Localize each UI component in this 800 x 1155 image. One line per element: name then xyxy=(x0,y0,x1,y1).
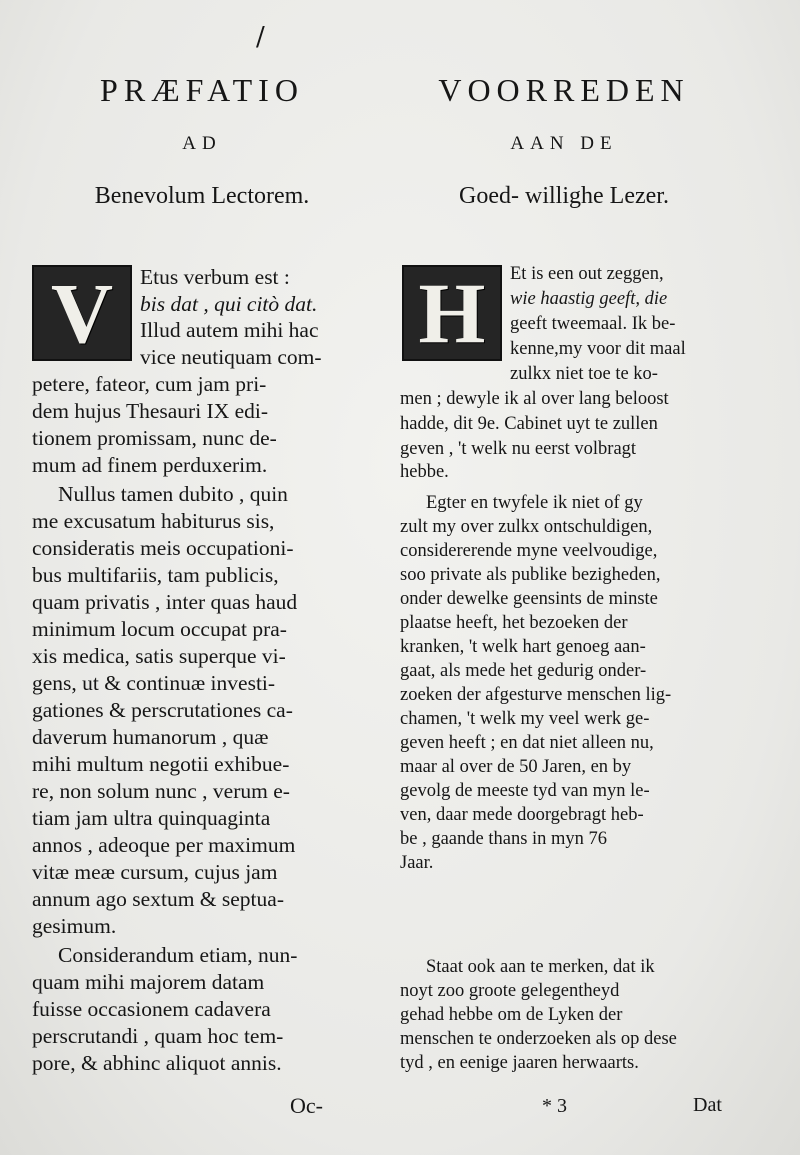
latin-line: xis medica, satis superque vi- xyxy=(32,644,286,668)
dutch-catchword: Dat xyxy=(693,1094,722,1116)
latin-catchword: Oc- xyxy=(290,1093,323,1118)
initial-letter: V xyxy=(50,265,114,361)
dutch-line: ven, daar mede doorgebragt heb- xyxy=(400,805,644,825)
dutch-line: geeft tweemaal. Ik be- xyxy=(510,314,676,334)
dutch-line: menschen te onderzoeken als op dese xyxy=(400,1029,677,1049)
latin-line: mihi multum negotii exhibue- xyxy=(32,752,290,776)
dutch-line: chamen, 't welk my veel werk ge- xyxy=(400,709,650,729)
dutch-line: tyd , en eenige jaaren herwaarts. xyxy=(400,1053,639,1073)
latin-line: tiam jam ultra quinquaginta xyxy=(32,806,271,830)
latin-line: quam privatis , inter quas haud xyxy=(32,590,298,614)
dutch-line: hadde, dit 9e. Cabinet uyt te zullen xyxy=(400,414,658,434)
latin-line: annos , adeoque per maximum xyxy=(32,833,296,857)
dutch-line: Staat ook aan te merken, dat ik xyxy=(426,957,655,977)
latin-line: gesimum. xyxy=(32,914,117,938)
dutch-line: zult my over zulkx ontschuldigen, xyxy=(400,517,653,537)
dutch-line: onder dewelke geensints de minste xyxy=(400,589,658,609)
latin-line: vice neutiquam com- xyxy=(140,345,322,369)
latin-line: gens, ut & continuæ investi- xyxy=(32,671,276,695)
latin-title: PRÆFATIO xyxy=(100,72,304,108)
latin-line: gationes & perscrutationes ca- xyxy=(32,698,293,722)
latin-line: bis dat , qui citò dat. xyxy=(140,292,318,316)
dutch-line: wie haastig geeft, die xyxy=(510,289,668,309)
dutch-line: men ; dewyle ik al over lang beloost xyxy=(400,389,669,409)
latin-line: Nullus tamen dubito , quin xyxy=(58,482,288,506)
latin-subtitle: Benevolum Lectorem. xyxy=(94,183,310,209)
latin-line: vitæ meæ cursum, cujus jam xyxy=(32,860,278,884)
dutch-line: be , gaande thans in myn 76 xyxy=(400,829,608,849)
dutch-line: geven , 't welk nu eerst volbragt xyxy=(400,439,637,459)
dutch-line: zoeken der afgesturve menschen lig- xyxy=(400,685,672,705)
latin-line: annum ago sextum & septua- xyxy=(32,887,284,911)
dutch-subtitle: Goed- willighe Lezer. xyxy=(459,183,669,209)
dutch-line: Jaar. xyxy=(400,853,434,873)
dutch-line: kranken, 't welk hart genoeg aan- xyxy=(400,637,646,657)
latin-line: quam mihi majorem datam xyxy=(32,970,265,994)
latin-line: re, non solum nunc , verum e- xyxy=(32,779,290,803)
latin-line: perscrutandi , quam hoc tem- xyxy=(32,1024,284,1048)
dutch-line: gaat, als mede het gedurig onder- xyxy=(400,661,647,681)
latin-line: Considerandum etiam, nun- xyxy=(58,943,298,967)
decorated-initial-h xyxy=(402,265,502,361)
latin-line: bus multifariis, tam publicis, xyxy=(32,563,279,587)
latin-line: petere, fateor, cum jam pri- xyxy=(32,372,267,396)
dutch-aan-de: AAN DE xyxy=(510,133,618,154)
dutch-line: gehad hebbe om de Lyken der xyxy=(400,1005,623,1025)
latin-line: dem hujus Thesauri IX edi- xyxy=(32,399,269,423)
top-mark: / xyxy=(256,22,265,52)
latin-line: Etus verbum est : xyxy=(140,265,290,289)
dutch-line: plaatse heeft, het bezoeken der xyxy=(400,613,628,633)
latin-line: me excusatum habiturus sis, xyxy=(32,509,275,533)
initial-letter: H xyxy=(418,265,486,361)
latin-line: minimum locum occupat pra- xyxy=(32,617,287,641)
dutch-line: considererende myne veelvoudige, xyxy=(400,541,658,561)
latin-line: pore, & abhinc aliquot annis. xyxy=(32,1051,282,1075)
latin-line: fuisse occasionem cadavera xyxy=(32,997,271,1021)
latin-ad: AD xyxy=(182,133,222,154)
dutch-title: VOORREDEN xyxy=(438,72,690,108)
dutch-line: Et is een out zeggen, xyxy=(510,264,664,284)
latin-line: daverum humanorum , quæ xyxy=(32,725,269,749)
dutch-line: noyt zoo groote gelegentheyd xyxy=(400,981,620,1001)
signature-mark: * 3 xyxy=(542,1095,567,1117)
latin-line: Illud autem mihi hac xyxy=(140,318,319,342)
dutch-line: maar al over de 50 Jaren, en by xyxy=(400,757,632,777)
dutch-line: gevolg de meeste tyd van myn le- xyxy=(400,781,650,801)
dutch-line: soo private als publike bezigheden, xyxy=(400,565,661,585)
latin-line: tionem promissam, nunc de- xyxy=(32,426,277,450)
dutch-line: hebbe. xyxy=(400,462,449,482)
latin-line: mum ad finem perduxerim. xyxy=(32,453,268,477)
dutch-line: geven heeft ; en dat niet alleen nu, xyxy=(400,733,654,753)
latin-line: consideratis meis occupationi- xyxy=(32,536,294,560)
decorated-initial-v xyxy=(32,265,132,361)
dutch-line: zulkx niet toe te ko- xyxy=(510,364,658,384)
dutch-line: Egter en twyfele ik niet of gy xyxy=(426,493,643,513)
dutch-line: kenne,my voor dit maal xyxy=(510,339,686,359)
